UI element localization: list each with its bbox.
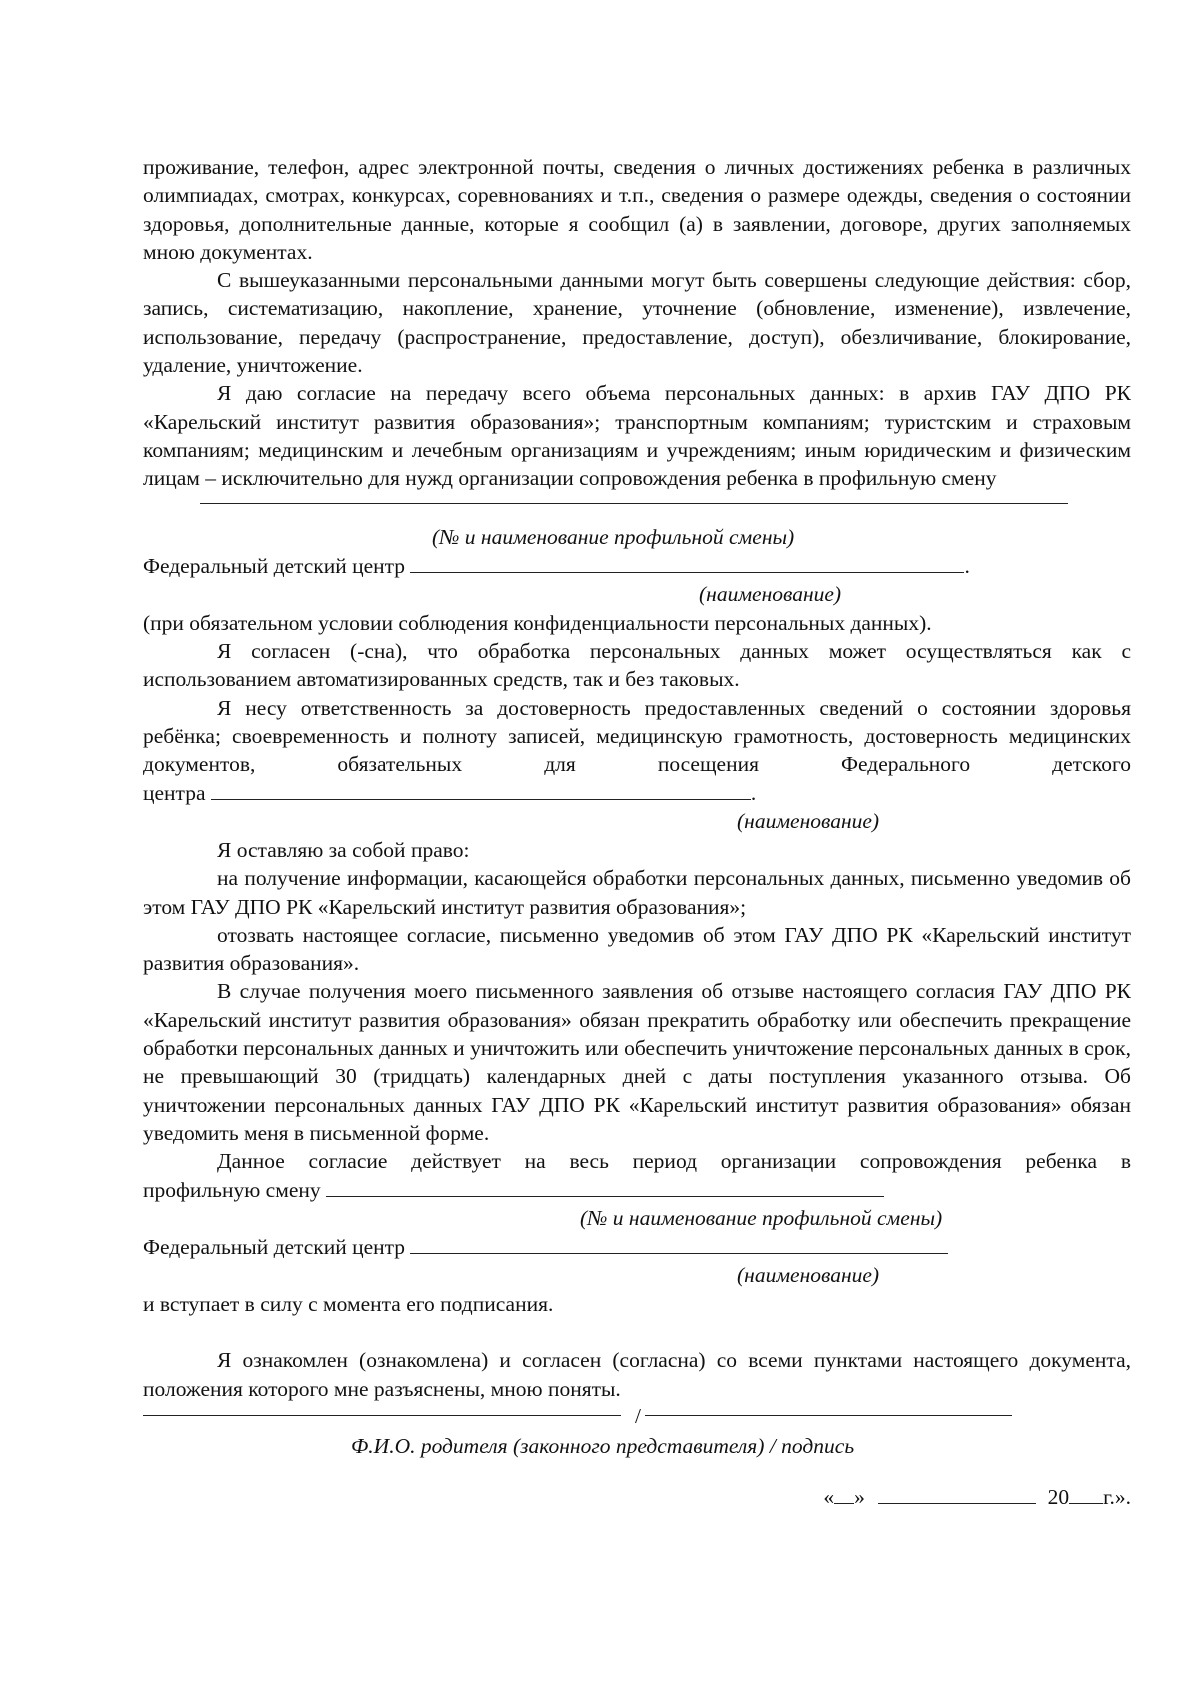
shift-name-caption: (№ и наименование профильной смены) (432, 524, 795, 549)
center-label: центра (143, 780, 206, 805)
shift-name-caption-2: (№ и наименование профильной смены) (580, 1205, 943, 1230)
center-period: . (750, 780, 757, 805)
date-quote-open: « (823, 1484, 835, 1509)
paragraph-right-information: на получение информации, касающейся обработки персональных данных, письменно уведомив об этом ГАУ ДПО РК «Карельский институт развития образования»; (143, 866, 1131, 919)
validity-shift-row (143, 1176, 1131, 1204)
shift-name-line-2[interactable] (326, 1176, 884, 1197)
fed-center-name-line-2[interactable] (410, 1233, 948, 1254)
signature-row (143, 1403, 1131, 1432)
year-line[interactable] (1069, 1483, 1103, 1504)
fed-center-period: . (964, 553, 970, 578)
fed-center-row-2 (143, 1233, 1131, 1261)
paragraph-acknowledgement: Я ознакомлен (ознакомлена) и согласен (согласна) со всеми пунктами настоящего документа, положения которого мне разъяснены, мною поняты. (143, 1348, 1131, 1401)
parent-name-line[interactable] (143, 1415, 621, 1416)
paragraph-responsibility: Я несу ответственность за достоверность предоставленных сведений о состоянии здоровья ребёнка; своевременность и полноту записей, медицинскую грамотность, достоверность медицинских документов, обязательных для посещения Федерального детского (143, 695, 1131, 777)
paragraph-confidentiality: (при обязательном условии соблюдения конфиденциальности персональных данных). (143, 610, 932, 635)
shift-label: профильную смену (143, 1177, 321, 1202)
paragraph-personal-data-list: проживание, телефон, адрес электронной почты, сведения о личных достижениях ребенка в различных олимпиадах, смотрах, конкурсах, соревнованиях и т.п., сведения о размере одежды, сведения о состоянии здоровья, дополнительные данные, которые я сообщил (а) в заявлении, договоре, других заполняемых мною документах. (143, 155, 1131, 264)
shift-name-line[interactable] (200, 503, 1068, 504)
year-prefix: 20 (1047, 1484, 1070, 1509)
responsibility-center-row (143, 779, 1131, 807)
month-line[interactable] (878, 1483, 1036, 1504)
paragraph-right-revoke: отозвать настоящее согласие, письменно уведомив об этом ГАУ ДПО РК «Карельский институт развития образования». (143, 922, 1131, 976)
paragraph-processing-methods: Я согласен (-сна), что обработка персональных данных может осуществляться как с использованием автоматизированных средств, так и без таковых. (143, 639, 1131, 692)
signature-separator: / (635, 1403, 641, 1428)
fed-center-caption-2: (наименование) (737, 1263, 880, 1288)
paragraph-validity-period: Данное согласие действует на весь период организации сопровождения ребенка в (217, 1149, 1131, 1174)
consent-document (143, 153, 1131, 1511)
date-row (143, 1483, 1131, 1511)
paragraph-transfer-consent: Я даю согласие на передачу всего объема персональных данных: в архив ГАУ ДПО РК «Карельский институт развития образования»; транспортным компаниям; туристским и страховым компаниям; медицинским и лечебным организациям и учреждениям; иным юридическим и физическим лицам – исключительно для нужд организации сопровождения ребенка в профильную смену (143, 381, 1131, 491)
date-quote-close: » (854, 1484, 865, 1509)
center-name-line[interactable] (211, 779, 751, 800)
paragraph-revocation-procedure: В случае получения моего письменного заявления об отзыве настоящего согласия ГАУ ДПО РК «Карельский институт развития образования» обязан прекратить обработку или обеспечить прекращение обработки персональных данных и уничтожить или обеспечить уничтожение персональных данных в срок, не превышающий 30 (тридцать) календарных дней с даты поступления указанного отзыва. Об уничтожении персональных данных ГАУ ДПО РК «Карельский институт развития образования» обязан уведомить меня в письменной форме. (143, 979, 1131, 1145)
shift-name-blank (143, 493, 1131, 523)
day-line[interactable] (834, 1483, 854, 1504)
fed-center-name-line[interactable] (410, 552, 964, 573)
center-caption: (наименование) (737, 808, 880, 833)
paragraph-allowed-actions: С вышеуказанными персональными данными могут быть совершены следующие действия: сбор, запись, систематизацию, накопление, хранение, уточнение (обновление, изменение), извлечение, использование, передачу (распространение, предоставление, доступ), обезличивание, блокирование, удаление, уничтожение. (143, 268, 1131, 378)
fed-center-label: Федеральный детский центр (143, 553, 406, 578)
signature-caption: Ф.И.О. родителя (законного представителя) / подпись (351, 1433, 855, 1458)
fed-center-label-2: Федеральный детский центр (143, 1234, 406, 1259)
paragraph-effective-date: и вступает в силу с момента его подписания. (143, 1292, 554, 1317)
signature-line[interactable] (645, 1415, 1012, 1416)
year-suffix: г.». (1103, 1484, 1131, 1509)
paragraph-reserve-rights: Я оставляю за собой право: (217, 837, 470, 862)
fed-center-row-1 (143, 552, 1131, 580)
fed-center-caption-1: (наименование) (699, 581, 842, 606)
